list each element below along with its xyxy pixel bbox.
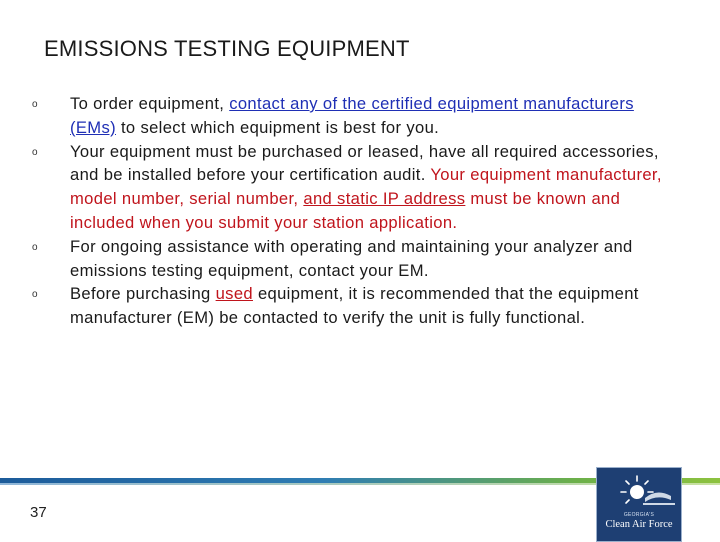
bullet-text: to select which equipment is best for you. [116,117,440,137]
clean-air-force-logo [596,467,682,542]
bullet-item-order [28,92,668,140]
logo-small-text: GEORGIA'S [623,512,655,518]
page-title: EMISSIONS TESTING EQUIPMENT [44,36,410,61]
bullet-marker-icon: o [32,146,38,158]
bullet-text: Before purchasing [70,284,216,304]
bullet-marker-icon: o [32,99,38,110]
emphasis-text: must be known and included when you submit your station application. [70,189,621,232]
emphasis-text: Your equipment manufacturer, model number, serial number, [70,165,662,209]
bullet-item-used [28,282,668,330]
bullet-marker-icon: o [32,241,38,253]
bullet-text: Your equipment must be purchased or leased, have all required accessories, and be installed before your certification audit. [70,141,659,185]
bullet-item-assistance [28,235,668,283]
sun-emblem-icon [597,468,681,512]
bullet-text: equipment, it is recommended that the equipment manufacturer (EM) be contacted to verify the unit is fully functional. [70,284,639,328]
bullet-item-purchase [28,140,668,235]
bullet-list [28,92,668,330]
bullet-text: To order equipment, [70,94,230,113]
em-list-link[interactable]: contact any of the certified equipment manufacturers (EMs) [70,94,634,137]
bullet-text: For ongoing assistance with operating and maintaining your analyzer and emissions testing equipment, contact your EM. [70,236,633,280]
bullet-marker-icon: o [32,289,38,301]
logo-main-text: Clean Air Force [605,519,673,530]
emphasis-underlined-text: used [215,284,253,304]
page-number: 37 [30,504,47,521]
emphasis-underlined-text: and static IP address [303,189,466,209]
